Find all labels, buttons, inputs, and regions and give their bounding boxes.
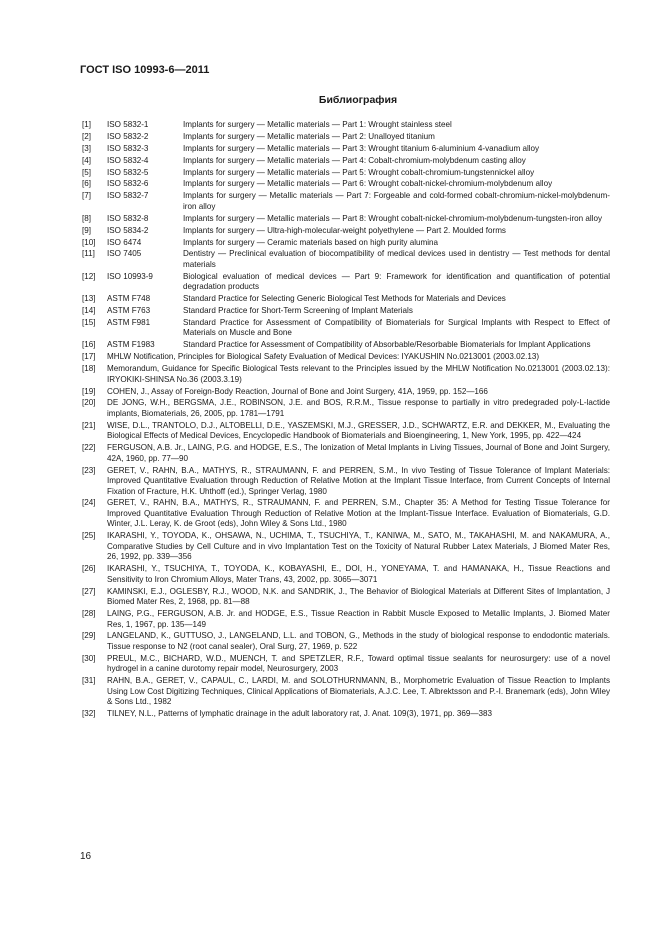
reference-item	[82, 631, 610, 652]
reference-number: [15]	[82, 317, 96, 327]
reference-text: MHLW Notification, Principles for Biological Safety Evaluation of Medical Devices: IYAKUSHIN No.0213001 (2003.02.13)	[107, 352, 540, 362]
reference-item	[82, 306, 610, 317]
reference-item	[82, 214, 610, 225]
reference-number: [8]	[82, 213, 91, 223]
reference-item	[82, 156, 610, 167]
reference-text: Implants for surgery — Ceramic materials based on high purity alumina	[183, 237, 439, 247]
reference-text: Standard Practice for Short-Term Screening of Implant Materials	[183, 306, 413, 316]
reference-text: Memorandum, Guidance for Specific Biological Tests relevant to the Principles issued by the MHLW Notification No.0213001 (2003.02.13): IRYOKIKI-SHINSA No.36 (2003.3.19)	[107, 364, 610, 384]
reference-number: [14]	[82, 306, 96, 316]
reference-code: ASTM F763	[107, 306, 151, 316]
reference-number: [18]	[82, 364, 96, 374]
reference-number: [22]	[82, 443, 96, 453]
reference-number: [12]	[82, 271, 96, 281]
reference-item	[82, 587, 610, 608]
reference-code: ISO 6474	[107, 237, 142, 247]
reference-item	[82, 132, 610, 143]
reference-text: Dentistry — Preclinical evaluation of biocompatibility of medical devices used in dentistry — Test methods for dental materials	[183, 249, 610, 269]
reference-item	[82, 398, 610, 419]
reference-item	[82, 387, 610, 398]
reference-text: GERET, V., RAHN, B.A., MATHYS, R., STRAUMANN, F. and PERREN, S.M., In vivo Testing of Tissue Tolerance of Implant Materials: Improved Quantitative Evaluation through Reduction of Relative Motion at the Implant Tissue Interface, from Current Concepts of Internal Fixation of Fracture, H.K. Uhthoff (ed.), Springer Verlag, 1980	[107, 465, 610, 496]
reference-item	[82, 226, 610, 237]
reference-code: ISO 10993-9	[107, 271, 153, 281]
reference-item	[82, 272, 610, 293]
reference-text: Implants for surgery — Metallic materials — Part 6: Wrought cobalt-nickel-chromium-molybdenum alloy	[183, 179, 553, 189]
reference-text: Implants for surgery — Metallic materials — Part 1: Wrought stainless steel	[183, 120, 452, 129]
reference-number: [7]	[82, 191, 91, 201]
reference-code: ASTM F1983	[107, 340, 155, 350]
reference-item	[82, 654, 610, 675]
reference-item	[82, 340, 610, 351]
reference-code: ASTM F981	[107, 317, 151, 327]
reference-number: [3]	[82, 143, 91, 153]
reference-text: TILNEY, N.L., Patterns of lymphatic drainage in the adult laboratory rat, J. Anat. 109(3), 1971, pp. 369—383	[107, 709, 492, 719]
bibliography-list	[82, 120, 610, 721]
reference-text: Implants for surgery — Metallic materials — Part 5: Wrought cobalt-chromium-tungstennickel alloy	[183, 167, 535, 177]
reference-number: [23]	[82, 465, 96, 475]
reference-item	[82, 421, 610, 442]
reference-text: Implants for surgery — Metallic materials — Part 8: Wrought cobalt-nickel-chromium-molybdenum-tungsten-iron alloy	[183, 213, 603, 223]
reference-item	[82, 443, 610, 464]
literature-references	[82, 352, 610, 719]
reference-item	[82, 294, 610, 305]
reference-text: GERET, V., RAHN, B.A., MATHYS, R., STRAUMANN, F. and PERREN, S.M., Chapter 35: A Method for Testing Tissue Tolerance for Improved Quantitative Evaluation Through Reduction of Relative Motion at the Implant-Tissue Interface. Evaluation of Biomaterials, G.D. Winter, J.L. Leray, K. de Groot (eds), John Wiley & Sons Ltd., 1980	[107, 498, 610, 529]
reference-text: Implants for surgery — Ultra-high-molecular-weight polyethylene — Part 2. Moulded forms	[183, 225, 506, 235]
reference-item	[82, 318, 610, 339]
reference-number: [19]	[82, 386, 96, 396]
reference-number: [1]	[82, 120, 91, 129]
reference-number: [20]	[82, 398, 96, 408]
document-header: ГОСТ ISO 10993-6—2011	[80, 64, 210, 76]
reference-code: ISO 5834-2	[107, 225, 149, 235]
reference-item	[82, 564, 610, 585]
reference-text: WISE, D.L., TRANTOLO, D.J., ALTOBELLI, D.E., YASZEMSKI, M.J., GRESSER, J.D., SCHWARTZ, E.R. and DEKKER, M., Evaluating the Biological Effects of Medical Devices, Encyclopedic Handbook of Biomaterials and Bioengineering, 1, New York, 1995, pp. 422—424	[107, 420, 610, 441]
reference-text: LAING, P.G., FERGUSON, A.B. Jr. and HODGE, E.S., Tissue Reaction in Rabbit Muscle Exposed to Metallic Implants, J. Biomed Mater Res, 1, 1967, pp. 135—149	[107, 609, 610, 629]
reference-text: Implants for surgery — Metallic materials — Part 3: Wrought titanium 6-aluminium 4-vanadium alloy	[183, 143, 540, 153]
reference-number: [32]	[82, 709, 96, 719]
reference-item	[82, 191, 610, 212]
bibliography-title: Библиография	[318, 94, 398, 106]
reference-code: ISO 5832-8	[107, 213, 149, 223]
reference-number: [6]	[82, 179, 91, 189]
reference-item	[82, 709, 610, 720]
reference-number: [24]	[82, 498, 96, 508]
reference-item	[82, 144, 610, 155]
reference-text: RAHN, B.A., GERET, V., CAPAUL, C., LARDI, M. and SOLOTHURNMANN, B., Morphometric Evaluation of Tissue Reaction to Implants Using Low Cost Digitizing Techniques, Clinical Applications of Biomaterials, A.J.C. Lee, T. Albrektsson and P.-I. Branemark (eds), John Wiley & Sons Ltd., 1982	[107, 676, 610, 707]
reference-code: ISO 5832-3	[107, 143, 149, 153]
reference-code: ISO 5832-7	[107, 191, 149, 201]
reference-number: [30]	[82, 653, 96, 663]
page-number: 16	[80, 851, 92, 862]
reference-text: Standard Practice for Assessment of Compatibility of Absorbable/Resorbable Biomaterials for Implant Applications	[183, 340, 591, 350]
reference-number: [5]	[82, 167, 91, 177]
reference-item	[82, 249, 610, 270]
reference-item	[82, 364, 610, 385]
reference-number: [10]	[82, 237, 96, 247]
reference-code: ISO 7405	[107, 249, 142, 259]
reference-number: [13]	[82, 294, 96, 304]
reference-text: Implants for surgery — Metallic materials — Part 2: Unalloyed titanium	[183, 131, 435, 141]
reference-text: IKARASHI, Y., TOYODA, K., OHSAWA, N., UCHIMA, T., TSUCHIYA, T., KANIWA, M., SATO, M., TAKAHASHI, M. and NAKAMURA, A., Comparative Studies by Cell Culture and in vivo Implantation Test on the Toxicity of Natural Rubber Latex Materials, J Biomed Mater Res, 26, 1992, pp. 339—356	[107, 531, 610, 562]
standards-references	[82, 120, 610, 351]
reference-text: LANGELAND, K., GUTTUSO, J., LANGELAND, L.L. and TOBON, G., Methods in the study of biological response to endodontic materials. Tissue response to N2 (root canal sealer), Oral Surg, 27, 1969, p. 522	[107, 631, 610, 651]
reference-text: Implants for surgery — Metallic materials — Part 7: Forgeable and cold-formed cobalt-chromium-nickel-molybdenum-iron alloy	[183, 191, 610, 211]
reference-item	[82, 179, 610, 190]
reference-code: ISO 5832-5	[107, 167, 149, 177]
reference-item	[82, 168, 610, 179]
reference-text: Biological evaluation of medical devices — Part 9: Framework for identification and quantification of potential degradation products	[183, 271, 610, 292]
reference-number: [25]	[82, 531, 96, 541]
reference-item	[82, 352, 610, 363]
reference-text: IKARASHI, Y., TSUCHIYA, T., TOYODA, K., KOBAYASHI, E., DOI, H., YONEYAMA, T. and HAMANAKA, H., Tissue Reactions and Sensitivity to Iron Chromium Alloys, Mater Trans, 43, 2002, pp. 3065—3071	[107, 564, 610, 584]
reference-code: ISO 5832-6	[107, 179, 149, 189]
reference-number: [4]	[82, 155, 91, 165]
reference-text: DE JONG, W.H., BERGSMA, J.E., ROBINSON, J.E. and BOS, R.R.M., Tissue response to partially in vitro predegraded poly-L-lactide implants, Biomaterials, 26, 2005, pp. 1781—1791	[107, 398, 610, 418]
reference-item	[82, 238, 610, 249]
reference-item	[82, 676, 610, 708]
reference-number: [16]	[82, 340, 96, 350]
reference-number: [26]	[82, 564, 96, 574]
reference-number: [11]	[82, 249, 95, 259]
reference-item	[82, 531, 610, 563]
reference-text: Standard Practice for Assessment of Compatibility of Biomaterials for Surgical Implants with Respect to Effect of Materials on Muscle and Bone	[183, 317, 610, 338]
reference-text: PREUL, M.C., BICHARD, W.D., MUENCH, T. and SPETZLER, R.F., Toward optimal tissue sealants for neurosurgery: use of a novel hydrogel in a canine durotomy repair model, Neurosurgery, 2003	[107, 653, 610, 674]
reference-number: [17]	[82, 352, 96, 362]
reference-number: [9]	[82, 225, 91, 235]
reference-text: KAMINSKI, E.J., OGLESBY, R.J., WOOD, N.K. and SANDRIK, J., The Behavior of Biological Materials at Different Sites of Implantation, J Biomed Mater Res, 2, 1968, pp. 81—88	[107, 586, 610, 607]
reference-number: [2]	[82, 131, 91, 141]
reference-item	[82, 609, 610, 630]
reference-code: ISO 5832-2	[107, 131, 149, 141]
reference-code: ASTM F748	[107, 294, 151, 304]
reference-number: [28]	[82, 609, 96, 619]
reference-code: ISO 5832-4	[107, 155, 149, 165]
reference-text: Standard Practice for Selecting Generic Biological Test Methods for Materials and Devices	[183, 294, 506, 304]
reference-number: [27]	[82, 586, 96, 596]
reference-number: [21]	[82, 420, 96, 430]
reference-item	[82, 120, 610, 131]
reference-text: Implants for surgery — Metallic materials — Part 4: Cobalt-chromium-molybdenum casting alloy	[183, 155, 526, 165]
reference-number: [29]	[82, 631, 96, 641]
reference-item	[82, 498, 610, 530]
reference-code: ISO 5832-1	[107, 120, 149, 129]
reference-text: COHEN, J., Assay of Foreign-Body Reaction, Journal of Bone and Joint Surgery, 41A, 1959, pp. 152—166	[107, 386, 488, 396]
reference-text: FERGUSON, A.B. Jr., LAING, P.G. and HODGE, E.S., The Ionization of Metal Implants in Living Tissues, Journal of Bone and Joint Surgery, 42A, 1960, pp. 77—90	[107, 443, 610, 463]
reference-item	[82, 466, 610, 498]
reference-number: [31]	[82, 676, 96, 686]
